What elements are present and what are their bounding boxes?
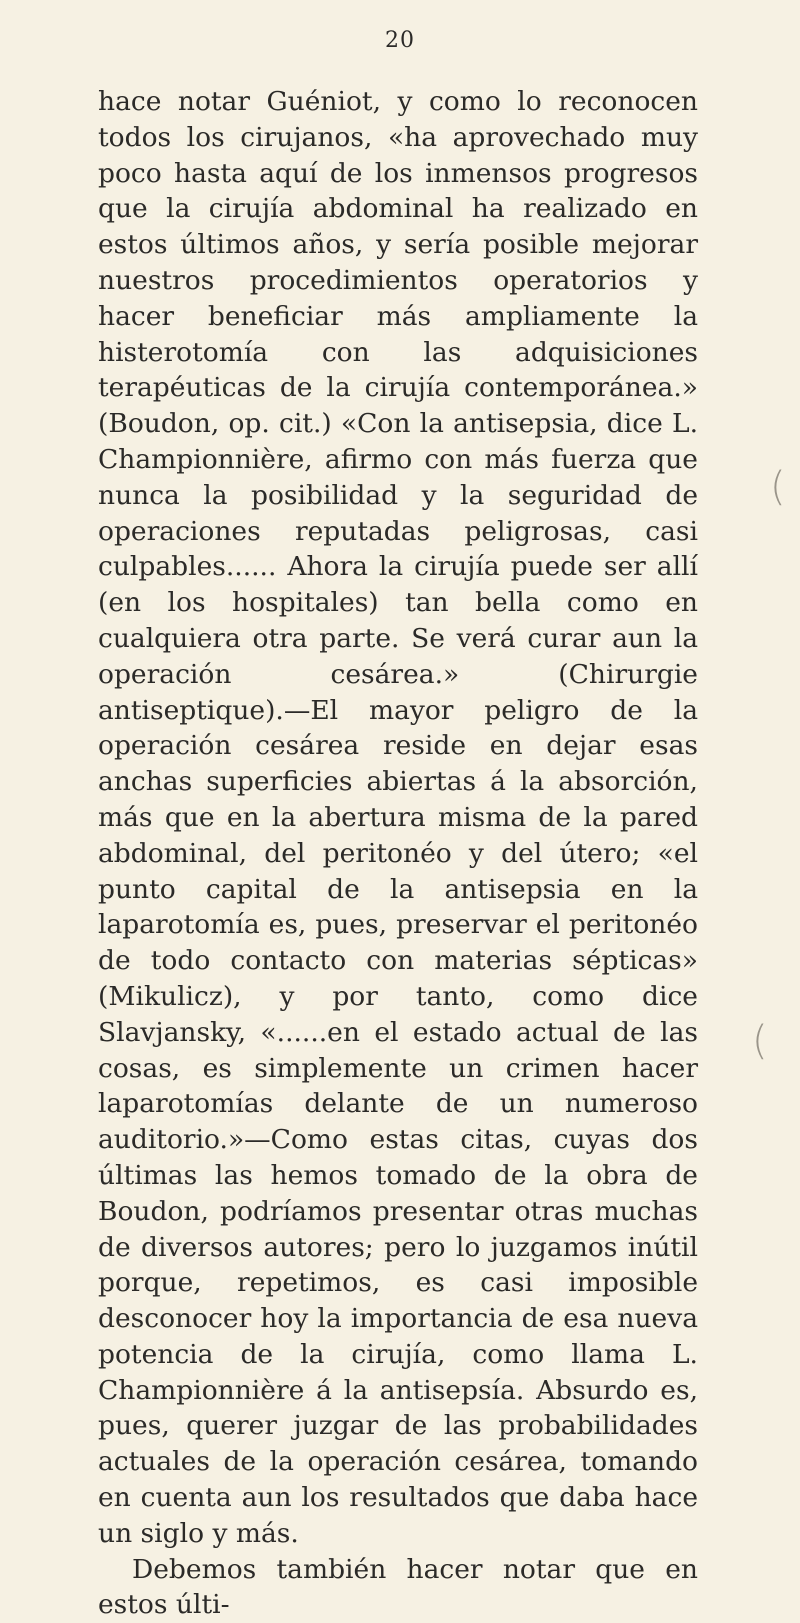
paragraph: Debemos también hacer notar que en estos últi-	[98, 1553, 698, 1621]
page-number: 20	[385, 28, 415, 53]
body-text	[98, 84, 698, 1623]
paragraph: hace notar Guéniot, y como lo reconocen todos los cirujanos, «ha aprovechado muy poco hasta aquí de los inmensos progresos que la cirujía abdominal ha realizado en estos últimos años, y sería posible mejorar nuestros procedimientos operatorios y hacer beneficiar más ampliamente la histerotomía con las adquisiciones terapéuticas de la cirujía contemporánea.» (Boudon, op. cit.) «Con la antisepsia, dice L. Championnière, afirmo con más fuerza que nunca la posibilidad y la seguridad de operaciones reputadas peligrosas, casi culpables...... Ahora la cirujía puede ser allí (en los hospitales) tan bella como en cualquiera otra parte. Se verá curar aun la operación cesárea.» (Chirurgie antiseptique).—El mayor peligro de la operación cesárea reside en dejar esas anchas superficies abiertas á la absorción, más que en la abertura misma de la pared abdominal, del peritonéo y del útero; «el punto capital de la antisepsia en la laparotomía es, pues, preservar el peritonéo de todo contacto con materias sépticas» (Mikulicz), y por tanto, como dice Slavjansky, «......en el estado actual de las cosas, es simplemente un crimen hacer laparotomías delante de un numeroso auditorio.»—Como estas citas, cuyas dos últimas las hemos tomado de la obra de Boudon, podríamos presentar otras muchas de diversos autores; pero lo juzgamos inútil porque, repetimos, es casi imposible desconocer hoy la importancia de esa nueva potencia de la cirujía, como llama L. Championnière á la antisepsía. Absurdo es, pues, querer juzgar de las probabilidades actuales de la operación cesárea, tomando en cuenta aun los resultados que daba hace un siglo y más.	[98, 86, 698, 1549]
margin-bracket-mark: (	[752, 1018, 768, 1064]
margin-bracket-mark: (	[770, 464, 786, 510]
